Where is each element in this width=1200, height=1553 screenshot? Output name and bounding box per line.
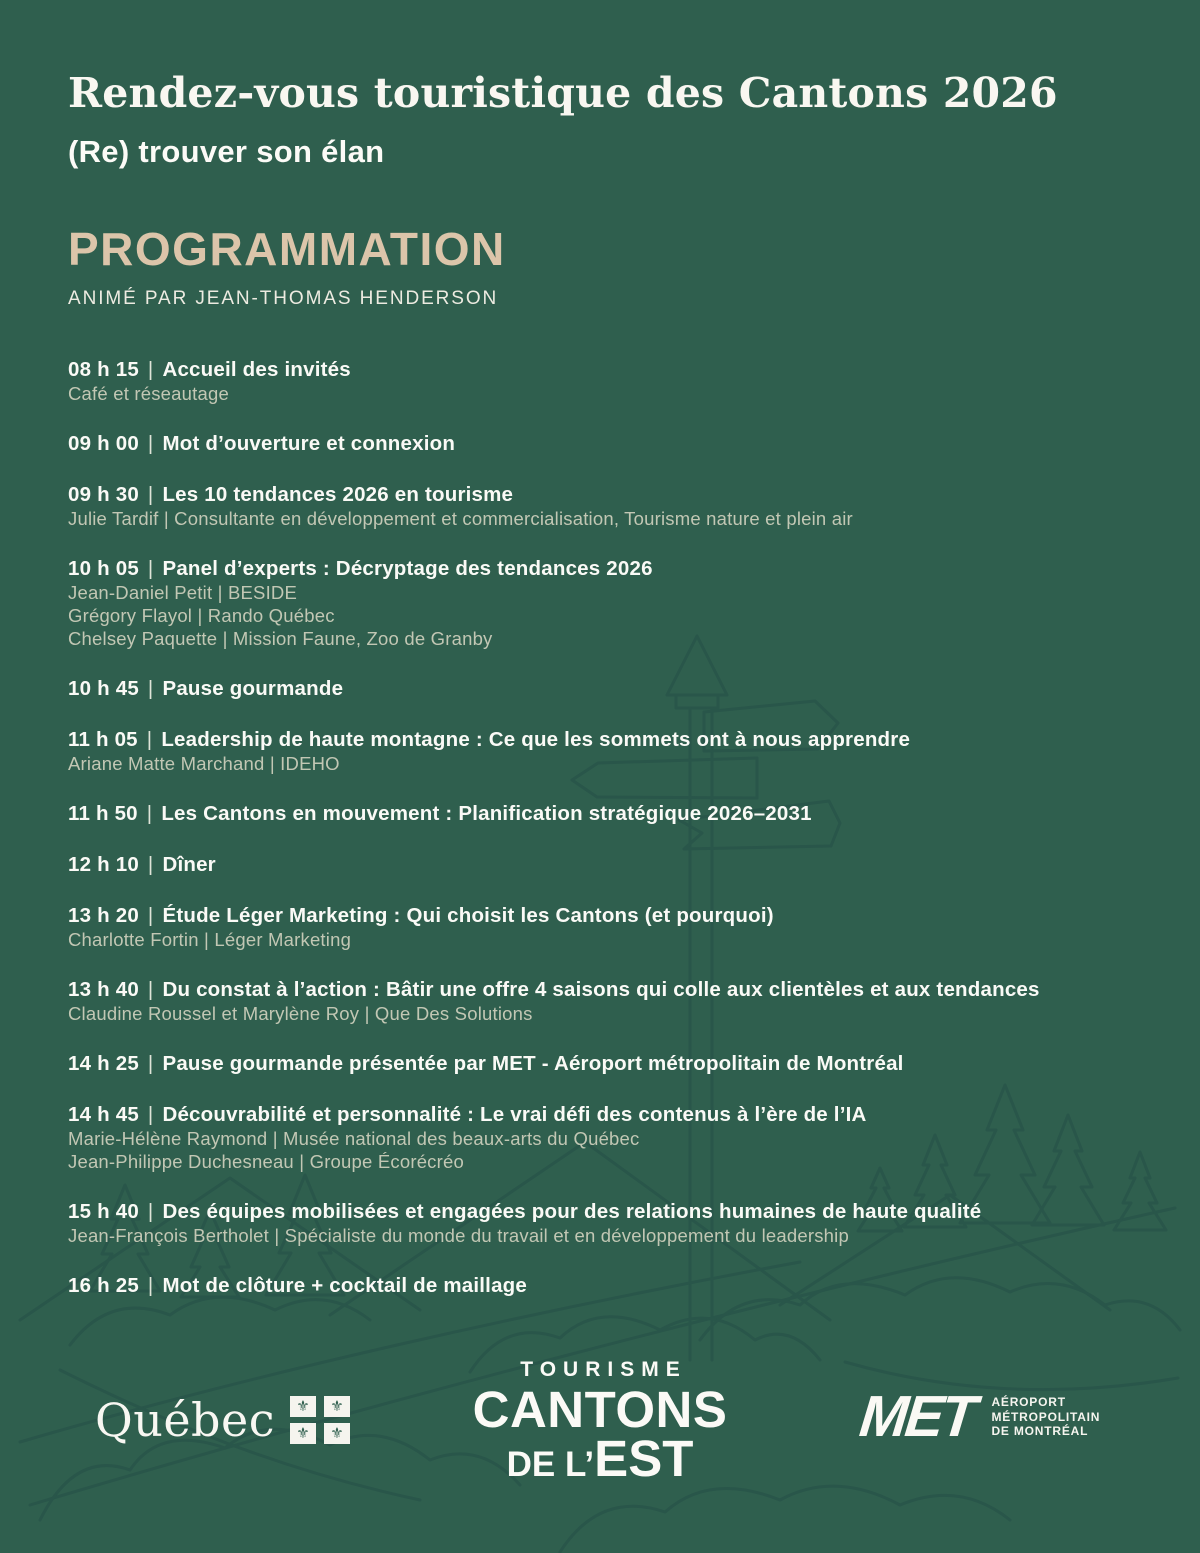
schedule-item [68, 1200, 1168, 1247]
page-subtitle: (Re) trouver son élan [68, 134, 385, 169]
quebec-flag-quadrant [324, 1423, 350, 1444]
schedule-item-time: 08 h 15 [68, 358, 139, 381]
schedule-item-time: 14 h 45 [68, 1103, 139, 1126]
schedule-item-time: 15 h 40 [68, 1200, 139, 1223]
schedule-item-title: Les 10 tendances 2026 en tourisme [162, 483, 514, 506]
schedule-item-detail: Julie Tardif | Consultante en développement et commercialisation, Tourisme nature et plein air [68, 508, 853, 529]
program-section-header [68, 223, 506, 310]
separator: | [147, 557, 154, 580]
schedule-item-heading [68, 358, 1168, 382]
schedule-item [68, 904, 1168, 951]
schedule-item-heading [68, 1200, 1168, 1224]
schedule-item [68, 358, 1168, 405]
schedule-item-title: Les Cantons en mouvement : Planification stratégique 2026–2031 [161, 802, 812, 825]
schedule-item-heading [68, 802, 1168, 826]
schedule-item [68, 853, 1168, 877]
schedule-item-heading [68, 904, 1168, 928]
schedule-item-title: Des équipes mobilisées et engagées pour des relations humaines de haute qualité [162, 1200, 982, 1223]
schedule-item-detail: Claudine Roussel et Marylène Roy | Que Des Solutions [68, 1003, 533, 1024]
met-logo-line3: DE MONTRÉAL [991, 1424, 1089, 1439]
schedule-item [68, 557, 1168, 650]
schedule-item [68, 1052, 1168, 1076]
schedule-item-title: Pause gourmande présentée par MET - Aéroport métropolitain de Montréal [162, 1052, 904, 1075]
schedule-item-detail: Marie-Hélène Raymond | Musée national des beaux-arts du Québec [68, 1128, 640, 1149]
schedule-item-title: Étude Léger Marketing : Qui choisit les Cantons (et pourquoi) [162, 904, 774, 927]
schedule-item-heading [68, 853, 1168, 877]
schedule-item-title: Mot d’ouverture et connexion [162, 432, 456, 455]
document-header [68, 70, 1058, 170]
schedule-item-time: 12 h 10 [68, 853, 139, 876]
separator: | [146, 802, 153, 825]
separator: | [147, 483, 154, 506]
separator: | [147, 978, 154, 1001]
schedule-item-title: Panel d’experts : Décryptage des tendances 2026 [162, 557, 653, 580]
schedule-list [68, 358, 1168, 1325]
schedule-item-heading [68, 1052, 1168, 1076]
cantons-logo-line3 [473, 1430, 728, 1495]
schedule-item-detail: Café et réseautage [68, 383, 229, 404]
schedule-item-title: Pause gourmande [162, 677, 344, 700]
quebec-flag-quadrant [290, 1423, 316, 1444]
quebec-logo [95, 1393, 350, 1447]
fleur-de-lis-icon: ⚜ [330, 1397, 344, 1415]
separator: | [147, 432, 154, 455]
schedule-item-time: 16 h 25 [68, 1274, 139, 1297]
separator: | [147, 677, 154, 700]
schedule-item-heading [68, 728, 1168, 752]
met-logo-line2: MÉTROPOLITAIN [991, 1409, 1101, 1424]
schedule-item-time: 13 h 20 [68, 904, 139, 927]
separator: | [147, 904, 154, 927]
host-line: ANIMÉ PAR JEAN-THOMAS HENDERSON [68, 288, 499, 309]
schedule-item-time: 11 h 05 [68, 728, 138, 751]
schedule-item [68, 432, 1168, 456]
schedule-item-title: Du constat à l’action : Bâtir une offre 4 saisons qui colle aux clientèles et aux tendances [162, 978, 1040, 1001]
met-logo-text [991, 1395, 1100, 1439]
schedule-item [68, 677, 1168, 701]
tourisme-cantons-logo [473, 1358, 728, 1495]
schedule-item-detail: Charlotte Fortin | Léger Marketing [68, 929, 352, 950]
met-wordmark: MET [856, 1384, 977, 1449]
schedule-item-detail: Ariane Matte Marchand | IDEHO [68, 753, 340, 774]
schedule-item-detail: Jean-François Bertholet | Spécialiste du monde du travail et en développement du leadership [68, 1225, 849, 1246]
fleur-de-lis-icon: ⚜ [330, 1424, 344, 1442]
fleur-de-lis-icon: ⚜ [296, 1397, 310, 1415]
separator: | [147, 1052, 154, 1075]
schedule-item-heading [68, 978, 1168, 1002]
separator: | [147, 1103, 154, 1126]
separator: | [147, 358, 154, 381]
schedule-item [68, 802, 1168, 826]
schedule-item-heading [68, 432, 1168, 456]
fleur-de-lis-icon: ⚜ [296, 1424, 310, 1442]
schedule-item [68, 978, 1168, 1025]
cantons-logo-line3-big: EST [594, 1430, 694, 1487]
schedule-item-time: 10 h 45 [68, 677, 139, 700]
separator: | [146, 728, 153, 751]
schedule-item-time: 13 h 40 [68, 978, 139, 1001]
met-logo [856, 1384, 1101, 1449]
schedule-item-title: Découvrabilité et personnalité : Le vrai défi des contenus à l’ère de l’IA [162, 1103, 867, 1126]
separator: | [147, 853, 154, 876]
cantons-logo-line2: CANTONS [472, 1381, 728, 1438]
schedule-item-time: 14 h 25 [68, 1052, 139, 1075]
schedule-item-title: Dîner [162, 853, 216, 876]
schedule-item-detail: Grégory Flayol | Rando Québec [68, 605, 335, 626]
schedule-item-title: Mot de clôture + cocktail de maillage [162, 1274, 528, 1297]
schedule-item-heading [68, 677, 1168, 701]
schedule-item [68, 1103, 1168, 1173]
schedule-item-heading [68, 1103, 1168, 1127]
program-title: PROGRAMMATION [68, 223, 506, 275]
schedule-item-title: Leadership de haute montagne : Ce que les sommets ont à nous apprendre [161, 728, 911, 751]
schedule-item-detail: Jean-Daniel Petit | BESIDE [68, 582, 298, 603]
schedule-item [68, 1274, 1168, 1298]
schedule-item-title: Accueil des invités [162, 358, 351, 381]
schedule-item-heading [68, 557, 1168, 581]
met-logo-line1: AÉROPORT [991, 1395, 1066, 1410]
schedule-item-detail: Chelsey Paquette | Mission Faune, Zoo de Granby [68, 628, 493, 649]
separator: | [147, 1274, 154, 1297]
quebec-wordmark: Québec [95, 1393, 275, 1447]
schedule-item-heading [68, 483, 1168, 507]
cantons-logo-line1: TOURISME [520, 1358, 687, 1381]
quebec-flag-quadrant [290, 1396, 316, 1417]
quebec-flag-icon [290, 1396, 350, 1444]
schedule-item-time: 11 h 50 [68, 802, 138, 825]
schedule-item-time: 09 h 30 [68, 483, 139, 506]
page-title: Rendez-vous touristique des Cantons 2026 [68, 69, 1058, 117]
cantons-logo-line3-small: DE L’ [506, 1445, 595, 1484]
schedule-item-detail: Jean-Philippe Duchesneau | Groupe Écorécréo [68, 1151, 464, 1172]
schedule-item-time: 10 h 05 [68, 557, 139, 580]
schedule-item-heading [68, 1274, 1168, 1298]
separator: | [147, 1200, 154, 1223]
schedule-item-time: 09 h 00 [68, 432, 139, 455]
schedule-item [68, 728, 1168, 775]
quebec-flag-quadrant [324, 1396, 350, 1417]
schedule-item [68, 483, 1168, 530]
